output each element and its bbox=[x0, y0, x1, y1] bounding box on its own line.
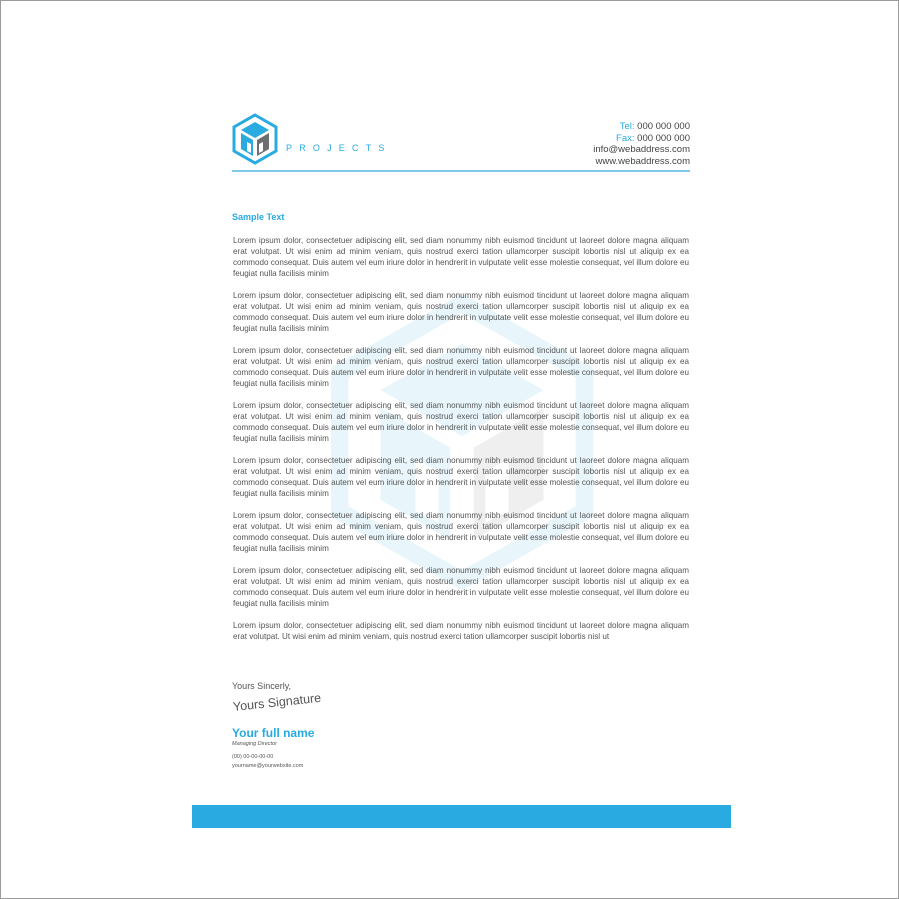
header-divider bbox=[232, 170, 690, 172]
tel-value: 000 000 000 bbox=[637, 121, 690, 132]
contact-fax bbox=[593, 133, 690, 145]
signer-phone: (00) 00-00-00-00 bbox=[232, 754, 274, 760]
signature: Yours Signature bbox=[232, 690, 322, 714]
fax-label: Fax: bbox=[616, 132, 635, 144]
body-paragraph: Lorem ipsum dolor, consectetuer adipiscing elit, sed diam nonummy nibh euismod tincidunt ut laoreet dolore magna aliquam erat volutpat. Ut wisi enim ad minim veniam, quis nostrud exerci tation ullamcorper suscipit lobortis nisl ut aliquip ex ea commodo consequat. Duis autem vel eum iriure dolor in hendrerit in vulputate velit esse molestie consequat, vel illum dolore eu feugiat nulla facilisis minim bbox=[233, 456, 689, 498]
letter-body bbox=[233, 235, 689, 653]
body-paragraph: Lorem ipsum dolor, consectetuer adipiscing elit, sed diam nonummy nibh euismod tincidunt ut laoreet dolore magna aliquam erat volutpat. Ut wisi enim ad minim veniam, quis nostrud exerci tation ullamcorper suscipit lobortis nisl ut aliquip ex ea commodo consequat. Duis autem vel eum iriure dolor in hendrerit in vulputate velit esse molestie consequat, vel illum dolore eu feugiat nulla facilisis minim bbox=[233, 236, 689, 278]
signer-name: Your full name bbox=[232, 726, 315, 740]
body-paragraph: Lorem ipsum dolor, consectetuer adipiscing elit, sed diam nonummy nibh euismod tincidunt ut laoreet dolore magna aliquam erat volutpat. Ut wisi enim ad minim veniam, quis nostrud exerci tation ullamcorper suscipit lobortis nisl ut aliquip ex ea commodo consequat. Duis autem vel eum iriure dolor in hendrerit in vulputate velit esse molestie consequat, vel illum dolore eu feugiat nulla facilisis minim bbox=[233, 566, 689, 608]
body-paragraph: Lorem ipsum dolor, consectetuer adipiscing elit, sed diam nonummy nibh euismod tincidunt ut laoreet dolore magna aliquam erat volutpat. Ut wisi enim ad minim veniam, quis nostrud exerci tation ullamcorper suscipit lobortis nisl ut aliquip ex ea commodo consequat. Duis autem vel eum iriure dolor in hendrerit in vulputate velit esse molestie consequat, vel illum dolore eu feugiat nulla facilisis minim bbox=[233, 346, 689, 388]
hexagon-cube-logo-icon bbox=[232, 113, 278, 165]
contact-block bbox=[593, 121, 690, 167]
body-paragraph: Lorem ipsum dolor, consectetuer adipiscing elit, sed diam nonummy nibh euismod tincidunt ut laoreet dolore magna aliquam erat volutpat. Ut wisi enim ad minim veniam, quis nostrud exerci tation ullamcorper suscipit lobortis nisl ut bbox=[233, 621, 689, 641]
brand-name: PROJECTS bbox=[286, 143, 392, 153]
body-paragraph: Lorem ipsum dolor, consectetuer adipiscing elit, sed diam nonummy nibh euismod tincidunt ut laoreet dolore magna aliquam erat volutpat. Ut wisi enim ad minim veniam, quis nostrud exerci tation ullamcorper suscipit lobortis nisl ut aliquip ex ea commodo consequat. Duis autem vel eum iriure dolor in hendrerit in vulputate velit esse molestie consequat, vel illum dolore eu feugiat nulla facilisis minim bbox=[233, 401, 689, 443]
contact-tel bbox=[593, 121, 690, 133]
contact-website: www.webaddress.com bbox=[595, 155, 690, 167]
signer-role: Managing Director bbox=[232, 741, 277, 747]
fax-value: 000 000 000 bbox=[637, 132, 690, 144]
closing-line: Yours Sincerly, bbox=[232, 681, 292, 691]
contact-email: info@webaddress.com bbox=[593, 144, 690, 155]
tel-label: Tel: bbox=[619, 121, 635, 132]
body-paragraph: Lorem ipsum dolor, consectetuer adipiscing elit, sed diam nonummy nibh euismod tincidunt ut laoreet dolore magna aliquam erat volutpat. Ut wisi enim ad minim veniam, quis nostrud exerci tation ullamcorper suscipit lobortis nisl ut aliquip ex ea commodo consequat. Duis autem vel eum iriure dolor in hendrerit in vulputate velit esse molestie consequat, vel illum dolore eu feugiat nulla facilisis minim bbox=[233, 291, 689, 333]
signer-email: yourname@yourwebsite.com bbox=[232, 763, 304, 769]
letter-subject: Sample Text bbox=[232, 212, 285, 222]
body-paragraph: Lorem ipsum dolor, consectetuer adipiscing elit, sed diam nonummy nibh euismod tincidunt ut laoreet dolore magna aliquam erat volutpat. Ut wisi enim ad minim veniam, quis nostrud exerci tation ullamcorper suscipit lobortis nisl ut aliquip ex ea commodo consequat. Duis autem vel eum iriure dolor in hendrerit in vulputate velit esse molestie consequat, vel illum dolore eu feugiat nulla facilisis minim bbox=[233, 511, 689, 553]
footer-bar bbox=[192, 805, 731, 828]
